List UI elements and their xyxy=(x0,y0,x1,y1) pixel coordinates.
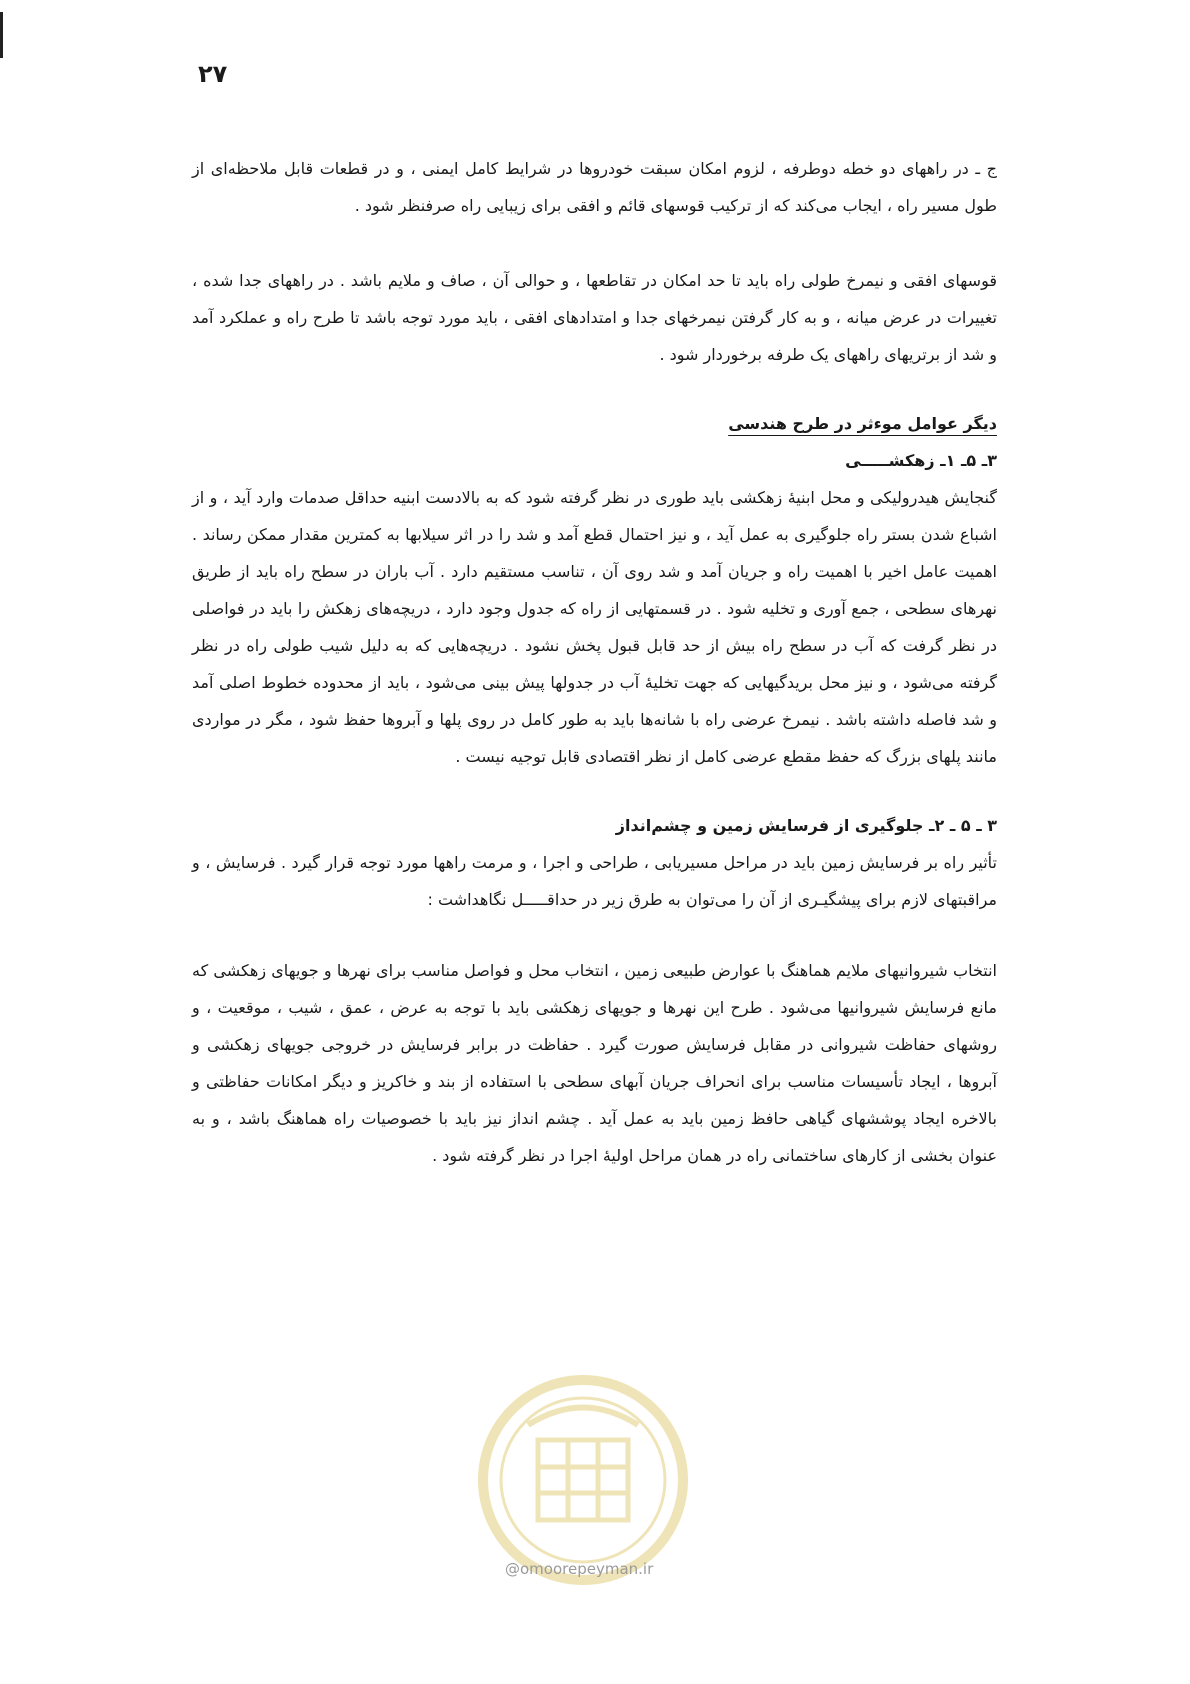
watermark-text: @omoorepeyman.ir xyxy=(505,1560,654,1578)
paragraph-c: ج ـ در راههای دو خطه دوطرفه ، لزوم امکان سبقت خودروها در شرایط کامل ایمنی ، و در قطعات قابل ملاحظه‌ای از طول مسیر راه ، ایجاب می‌کند که از ترکیب قوسهای قائم و افقی برای زیبایی راه صرفنظر شود . xyxy=(192,159,997,215)
page-edge-mark xyxy=(0,12,3,58)
subsection-heading-drainage: ۳ـ ۵ـ ۱ـ زهکشـــــی xyxy=(845,451,997,470)
document-body xyxy=(192,150,997,1174)
paragraph-erosion-intro: تأثیر راه بر فرسایش زمین باید در مراحل مسیریابی ، طراحی و اجرا ، و مرمت راهها مورد توجه قرار گیرد . فرسایش ، و مراقبتهای لازم برای پیشگیـری از آن را می‌توان به طرق زیر در حداقـــــل نگاهداشت : xyxy=(192,853,997,909)
paragraph-horizontal-curves: قوسهای افقی و نیمرخ طولی راه باید تا حد امکان در تقاطعها ، و حوالی آن ، صاف و ملایم باشد . در راههای جدا شده ، تغییرات در عرض میانه ، و به کار گرفتن نیمرخهای جدا و امتدادهای افقی ، باید مورد توجه باشد تا طرح راه و عملکرد آمد و شد از برتریهای راههای یک طرفه برخوردار شود . xyxy=(192,271,997,364)
paragraph-erosion-measures: انتخاب شیروانیهای ملایم هماهنگ با عوارض طبیعی زمین ، انتخاب محل و فواصل مناسب برای نهرها و جویهای زهکشی که مانع فرسایش شیروانیها می‌شود . طرح این نهرها و جویهای زهکشی باید با توجه به عرض ، عمق ، شیب ، موقعیت ، و روشهای حفاظت شیروانی در مقابل فرسایش صورت گیرد . حفاظت در برابر فرسایش در خروجی جویهای زهکشی و آبروها ، ایجاد تأسیسات مناسب برای انحراف جریان آبهای سطحی با استفاده از بند و خاکریز و دیگر امکانات حفاظتی و بالاخره ایجاد پوششهای گیاهی حافظ زمین باید به عمل آید . چشم انداز نیز باید با خصوصیات راه هماهنگ باشد ، و به عنوان بخشی از کارهای ساختمانی راه در همان مراحل اولیهٔ اجرا در نظر گرفته شود . xyxy=(192,961,997,1165)
paragraph-drainage: گنجایش هیدرولیکی و محل ابنیه‌ٔ زهکشی باید طوری در نظر گرفته شود که به بالادست ابنیه حداقل صدمات وارد آید ، و از اشباع شدن بستر راه جلوگیری به عمل آید ، و نیز احتمال قطع آمد و شد را در اثر سیلابها به کمترین مقدار ممکن رساند . اهمیت عامل اخیر با اهمیت راه و جریان آمد و شد روی آن ، تناسب مستقیم دارد . آب باران در سطح راه باید از طریق نهرهای سطحی ، جمع آوری و تخلیه شود . در قسمتهایی از راه که جدول وجود دارد ، دریچه‌های زهکش را باید در فواصلی در نظر گرفت که آب در سطح راه بیش از حد قابل قبول پخش نشود . دریچه‌هایی که به دلیل شیب طولی راه در نظر گرفته می‌شود ، و نیز محل بریدگیهایی که جهت تخلیه‌ٔ آب در جدولها پیش بینی می‌شود ، باید از محدوده خطوط اصلی آمد و شد فاصله داشته باشد . نیمرخ عرضی راه با شانه‌ها باید به طور کامل در روی پلها و آبروها حفظ شود ، مگر در مواردی مانند پلهای بزرگ که حفظ مقطع عرضی کامل از نظر اقتصادی قابل توجیه نیست . xyxy=(192,488,997,766)
page-number: ۲۷ xyxy=(198,60,228,88)
subsection-heading-erosion: ۳ ـ ۵ ـ ۲ـ جلوگیری از فرسایش زمین و چشم‌انداز xyxy=(615,816,997,835)
omoorepeyman-seal-icon xyxy=(468,1370,698,1620)
section-heading: دیگر عوامل موءثر در طرح هندسی xyxy=(728,414,997,433)
